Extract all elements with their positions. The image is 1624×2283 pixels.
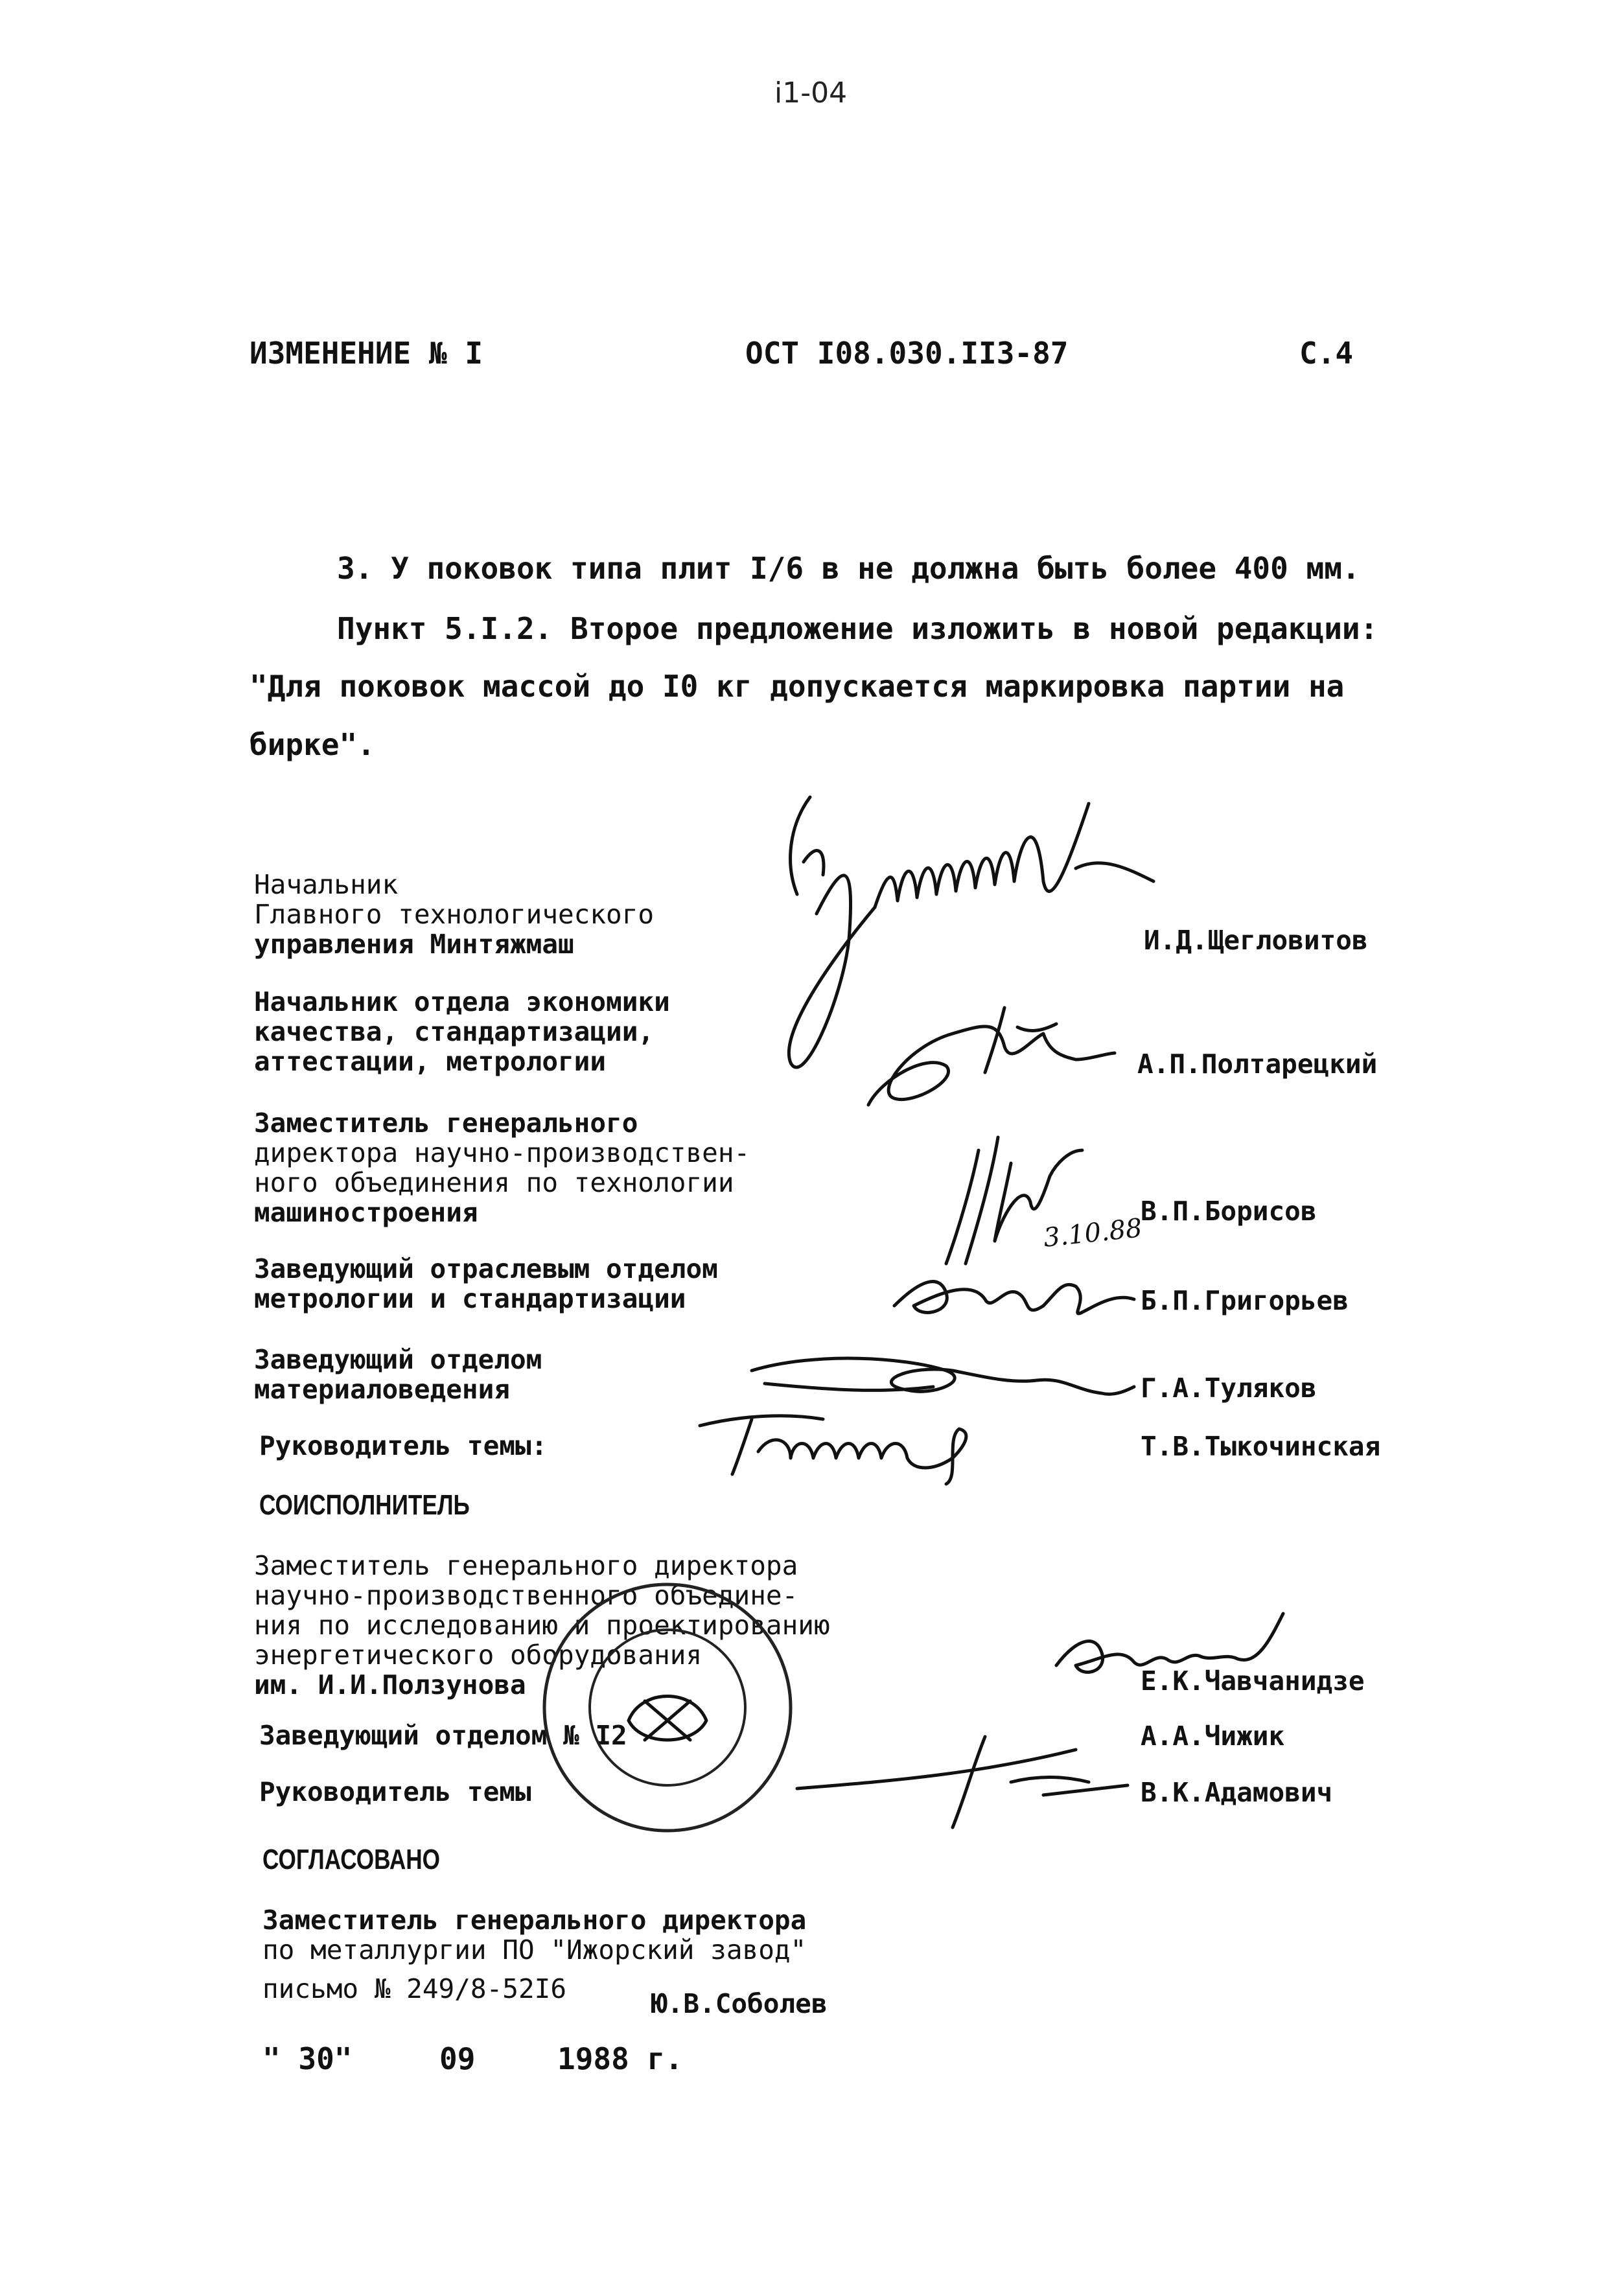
- signatory-title: Руководитель темы:: [259, 1430, 548, 1461]
- agreed-title: Заместитель генерального директора по металлургии ПО "Ижорский завод" письмо № 249/8-52I6: [262, 1905, 807, 2004]
- round-seal: [531, 1571, 804, 1844]
- signatory-title: Заместитель генерального директора научно-производствен- ного объединения по технологии машиностроения: [254, 1107, 750, 1228]
- signatory-name: Е.К.Чавчанидзе: [1141, 1665, 1365, 1697]
- agreed-date-year: 1988 г.: [557, 2041, 683, 2076]
- coexecutor-heading: СОИСПОЛНИТЕЛЬ: [259, 1489, 470, 1521]
- signatory-title: Руководитель темы: [259, 1776, 531, 1807]
- body-line-3: "Для поковок массой до I0 кг допускается маркировка партии на: [249, 669, 1345, 704]
- agreed-heading: СОГЛАСОВАНО: [262, 1844, 441, 1875]
- signature-tykochinskaya: [680, 1400, 992, 1478]
- standard-number: ОСТ I08.030.II3-87: [745, 336, 1069, 371]
- signature-grigoriev: [881, 1254, 1141, 1332]
- sheet-code: i1-04: [774, 76, 848, 110]
- signatory-title: Начальник отдела экономики качества, стандартизации, аттестации, метрологии: [254, 986, 670, 1077]
- signatory-name: А.А.Чижик: [1141, 1721, 1285, 1752]
- signatory-name: И.Д.Щегловитов: [1144, 925, 1368, 956]
- agreed-date-day: " 30": [262, 2041, 353, 2076]
- signature-chavchanidze: [1037, 1601, 1309, 1711]
- signatory-title: Заведующий отраслевым отделом метрологии и стандартизации: [254, 1253, 718, 1314]
- body-line-1: 3. У поковок типа плит I/6 в не должна быть более 400 мм.: [337, 551, 1360, 586]
- signature-borisov: [901, 1124, 1121, 1273]
- signatory-name: А.П.Полтарецкий: [1137, 1049, 1378, 1080]
- signatory-name: Г.А.Туляков: [1141, 1373, 1317, 1404]
- signatory-name: В.П.Борисов: [1141, 1196, 1317, 1227]
- signature-chizhik: [778, 1711, 1154, 1840]
- page-number: С.4: [1299, 336, 1354, 371]
- signature-poltaretsky: [855, 995, 1128, 1124]
- signatory-name: Т.В.Тыкочинская: [1141, 1431, 1381, 1462]
- signatory-title: Заведующий отделом материаловедения: [254, 1344, 542, 1405]
- signatory-title: Заведующий отделом № I2: [259, 1720, 627, 1751]
- agreed-date-month: 09: [439, 2041, 476, 2076]
- handwritten-date: 3.10.88: [1042, 1213, 1144, 1253]
- signatory-name: В.К.Адамович: [1141, 1777, 1333, 1808]
- signatory-title: Заместитель генерального директора научно-производственного объедине- ния по исследованию и проектированию энергетического оборудования им. И.И.Ползунова: [254, 1550, 830, 1700]
- change-number: ИЗМЕНЕНИЕ № I: [249, 336, 483, 371]
- signatory-name: Б.П.Григорьев: [1141, 1285, 1349, 1316]
- signatory-title: Начальник Главного технологического управления Минтяжмаш: [254, 869, 655, 960]
- agreed-name: Ю.В.Соболев: [651, 1988, 828, 2019]
- body-line-2: Пункт 5.I.2. Второе предложение изложить в новой редакции:: [337, 611, 1378, 646]
- body-line-4: бирке".: [249, 727, 375, 762]
